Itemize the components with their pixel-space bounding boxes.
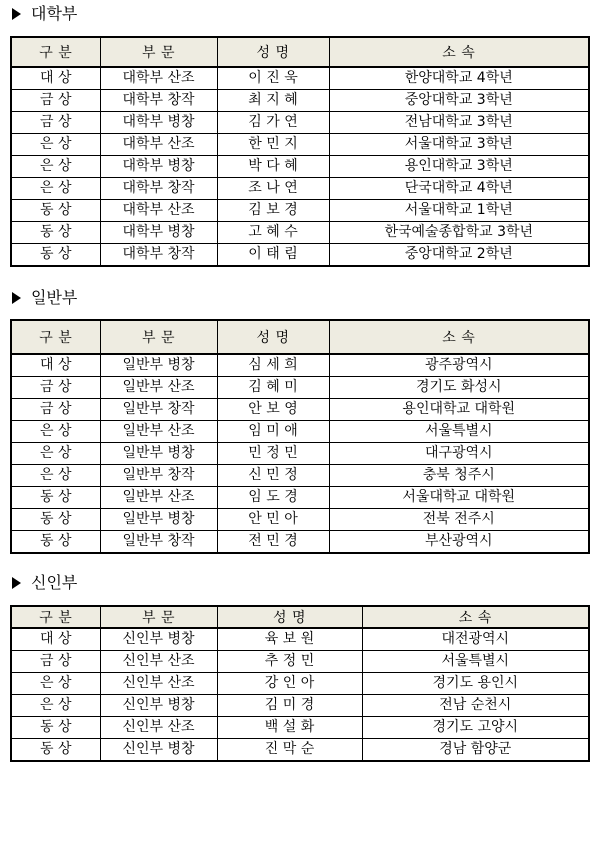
header-category: 구 분 bbox=[11, 606, 100, 628]
name-cell: 고 혜 수 bbox=[217, 222, 329, 244]
division-cell: 신인부 병창 bbox=[100, 695, 217, 717]
affiliation-cell: 전남 순천시 bbox=[362, 695, 589, 717]
name-cell: 김 미 경 bbox=[217, 695, 362, 717]
name-cell: 민 정 민 bbox=[217, 443, 329, 465]
name-cell: 전 민 경 bbox=[217, 531, 329, 554]
header-category: 구 분 bbox=[11, 320, 100, 354]
name-cell: 안 민 아 bbox=[217, 509, 329, 531]
name-cell: 박 다 혜 bbox=[217, 156, 329, 178]
header-name: 성 명 bbox=[217, 320, 329, 354]
table-row bbox=[11, 244, 589, 267]
section-title-newcomer bbox=[12, 573, 77, 593]
name-cell: 심 세 희 bbox=[217, 354, 329, 377]
table-row bbox=[11, 67, 589, 90]
award-category-cell: 은 상 bbox=[11, 178, 100, 200]
division-cell: 대학부 병창 bbox=[100, 222, 217, 244]
affiliation-cell: 경기도 용인시 bbox=[362, 673, 589, 695]
affiliation-cell: 단국대학교 4학년 bbox=[329, 178, 589, 200]
award-category-cell: 은 상 bbox=[11, 134, 100, 156]
name-cell: 신 민 정 bbox=[217, 465, 329, 487]
division-cell: 대학부 창작 bbox=[100, 90, 217, 112]
affiliation-cell: 서울대학교 대학원 bbox=[329, 487, 589, 509]
division-cell: 대학부 병창 bbox=[100, 156, 217, 178]
name-cell: 김 보 경 bbox=[217, 200, 329, 222]
affiliation-cell: 서울특별시 bbox=[329, 421, 589, 443]
section-title-text: 신인부 bbox=[31, 573, 78, 592]
header-division: 부 문 bbox=[100, 320, 217, 354]
table-row bbox=[11, 112, 589, 134]
award-category-cell: 동 상 bbox=[11, 509, 100, 531]
award-category-cell: 동 상 bbox=[11, 222, 100, 244]
name-cell: 김 가 연 bbox=[217, 112, 329, 134]
division-cell: 대학부 산조 bbox=[100, 134, 217, 156]
award-category-cell: 은 상 bbox=[11, 156, 100, 178]
table-row bbox=[11, 421, 589, 443]
name-cell: 한 민 지 bbox=[217, 134, 329, 156]
table-row bbox=[11, 509, 589, 531]
university-award-table bbox=[10, 36, 590, 267]
affiliation-cell: 대구광역시 bbox=[329, 443, 589, 465]
affiliation-cell: 용인대학교 3학년 bbox=[329, 156, 589, 178]
affiliation-cell: 용인대학교 대학원 bbox=[329, 399, 589, 421]
header-division: 부 문 bbox=[100, 37, 217, 67]
header-affiliation: 소 속 bbox=[362, 606, 589, 628]
name-cell: 최 지 혜 bbox=[217, 90, 329, 112]
table-row bbox=[11, 90, 589, 112]
name-cell: 이 태 림 bbox=[217, 244, 329, 267]
affiliation-cell: 서울특별시 bbox=[362, 651, 589, 673]
affiliation-cell: 부산광역시 bbox=[329, 531, 589, 554]
division-cell: 일반부 병창 bbox=[100, 354, 217, 377]
division-cell: 대학부 창작 bbox=[100, 178, 217, 200]
header-affiliation: 소 속 bbox=[329, 320, 589, 354]
triangle-bullet-icon bbox=[12, 577, 21, 589]
name-cell: 백 설 화 bbox=[217, 717, 362, 739]
award-category-cell: 금 상 bbox=[11, 112, 100, 134]
division-cell: 일반부 산조 bbox=[100, 487, 217, 509]
division-cell: 신인부 병창 bbox=[100, 628, 217, 651]
table-row bbox=[11, 673, 589, 695]
affiliation-cell: 중앙대학교 2학년 bbox=[329, 244, 589, 267]
division-cell: 일반부 병창 bbox=[100, 443, 217, 465]
division-cell: 신인부 산조 bbox=[100, 651, 217, 673]
division-cell: 일반부 산조 bbox=[100, 421, 217, 443]
award-category-cell: 동 상 bbox=[11, 739, 100, 762]
award-category-cell: 동 상 bbox=[11, 244, 100, 267]
division-cell: 일반부 창작 bbox=[100, 465, 217, 487]
affiliation-cell: 전남대학교 3학년 bbox=[329, 112, 589, 134]
affiliation-cell: 서울대학교 3학년 bbox=[329, 134, 589, 156]
table-row bbox=[11, 443, 589, 465]
affiliation-cell: 경기도 화성시 bbox=[329, 377, 589, 399]
affiliation-cell: 중앙대학교 3학년 bbox=[329, 90, 589, 112]
name-cell: 임 미 애 bbox=[217, 421, 329, 443]
division-cell: 일반부 창작 bbox=[100, 531, 217, 554]
division-cell: 일반부 창작 bbox=[100, 399, 217, 421]
affiliation-cell: 한국예술종합학교 3학년 bbox=[329, 222, 589, 244]
table-row bbox=[11, 717, 589, 739]
section-title-general bbox=[12, 288, 77, 308]
header-category: 구 분 bbox=[11, 37, 100, 67]
division-cell: 신인부 병창 bbox=[100, 739, 217, 762]
table-row bbox=[11, 354, 589, 377]
division-cell: 대학부 산조 bbox=[100, 200, 217, 222]
table-header-row bbox=[11, 37, 589, 67]
award-category-cell: 동 상 bbox=[11, 531, 100, 554]
name-cell: 조 나 연 bbox=[217, 178, 329, 200]
table-row bbox=[11, 399, 589, 421]
section-title-university bbox=[12, 4, 77, 24]
division-cell: 일반부 산조 bbox=[100, 377, 217, 399]
table-row bbox=[11, 178, 589, 200]
section-title-text: 일반부 bbox=[31, 288, 78, 307]
division-cell: 대학부 창작 bbox=[100, 244, 217, 267]
award-category-cell: 은 상 bbox=[11, 465, 100, 487]
division-cell: 신인부 산조 bbox=[100, 717, 217, 739]
award-category-cell: 은 상 bbox=[11, 673, 100, 695]
affiliation-cell: 충북 청주시 bbox=[329, 465, 589, 487]
award-category-cell: 금 상 bbox=[11, 90, 100, 112]
table-row bbox=[11, 651, 589, 673]
award-category-cell: 대 상 bbox=[11, 67, 100, 90]
award-category-cell: 동 상 bbox=[11, 717, 100, 739]
affiliation-cell: 한양대학교 4학년 bbox=[329, 67, 589, 90]
name-cell: 임 도 경 bbox=[217, 487, 329, 509]
name-cell: 안 보 영 bbox=[217, 399, 329, 421]
award-category-cell: 금 상 bbox=[11, 651, 100, 673]
table-row bbox=[11, 739, 589, 762]
division-cell: 일반부 병창 bbox=[100, 509, 217, 531]
affiliation-cell: 대전광역시 bbox=[362, 628, 589, 651]
table-row bbox=[11, 531, 589, 554]
name-cell: 진 막 순 bbox=[217, 739, 362, 762]
award-category-cell: 금 상 bbox=[11, 399, 100, 421]
table-row bbox=[11, 156, 589, 178]
table-row bbox=[11, 377, 589, 399]
header-division: 부 문 bbox=[100, 606, 217, 628]
table-row bbox=[11, 465, 589, 487]
table-row bbox=[11, 222, 589, 244]
award-category-cell: 은 상 bbox=[11, 443, 100, 465]
table-row bbox=[11, 695, 589, 717]
award-category-cell: 은 상 bbox=[11, 695, 100, 717]
header-affiliation: 소 속 bbox=[329, 37, 589, 67]
triangle-bullet-icon bbox=[12, 8, 21, 20]
affiliation-cell: 서울대학교 1학년 bbox=[329, 200, 589, 222]
affiliation-cell: 광주광역시 bbox=[329, 354, 589, 377]
affiliation-cell: 전북 전주시 bbox=[329, 509, 589, 531]
table-header-row bbox=[11, 320, 589, 354]
affiliation-cell: 경기도 고양시 bbox=[362, 717, 589, 739]
header-name: 성 명 bbox=[217, 606, 362, 628]
name-cell: 김 혜 미 bbox=[217, 377, 329, 399]
triangle-bullet-icon bbox=[12, 292, 21, 304]
affiliation-cell: 경남 함양군 bbox=[362, 739, 589, 762]
newcomer-award-table bbox=[10, 605, 590, 762]
table-row bbox=[11, 134, 589, 156]
award-category-cell: 대 상 bbox=[11, 354, 100, 377]
award-category-cell: 은 상 bbox=[11, 421, 100, 443]
award-category-cell: 동 상 bbox=[11, 487, 100, 509]
division-cell: 대학부 산조 bbox=[100, 67, 217, 90]
award-category-cell: 금 상 bbox=[11, 377, 100, 399]
division-cell: 신인부 산조 bbox=[100, 673, 217, 695]
general-award-table bbox=[10, 319, 590, 554]
division-cell: 대학부 병창 bbox=[100, 112, 217, 134]
header-name: 성 명 bbox=[217, 37, 329, 67]
name-cell: 육 보 원 bbox=[217, 628, 362, 651]
name-cell: 추 정 민 bbox=[217, 651, 362, 673]
section-title-text: 대학부 bbox=[31, 4, 78, 23]
table-row bbox=[11, 200, 589, 222]
table-header-row bbox=[11, 606, 589, 628]
table-row bbox=[11, 628, 589, 651]
award-category-cell: 동 상 bbox=[11, 200, 100, 222]
award-category-cell: 대 상 bbox=[11, 628, 100, 651]
name-cell: 이 진 욱 bbox=[217, 67, 329, 90]
name-cell: 강 인 아 bbox=[217, 673, 362, 695]
table-row bbox=[11, 487, 589, 509]
